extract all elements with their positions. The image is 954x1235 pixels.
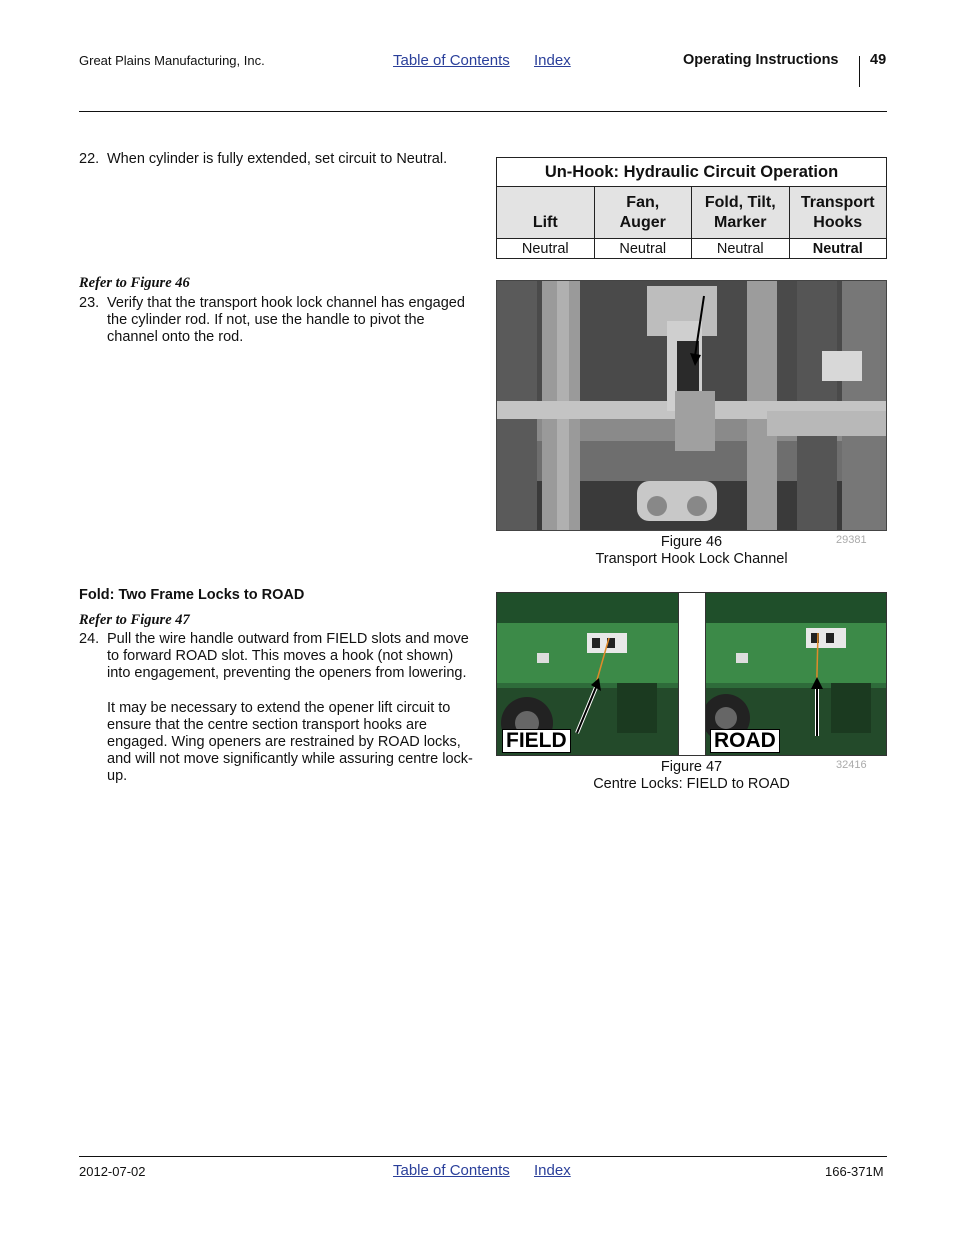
figure-46-caption: Transport Hook Lock Channel [595,551,788,567]
col-fan-auger: Fan, Auger [594,187,692,239]
figure-46-label: Figure 46 [660,534,723,550]
table-cell: Neutral [497,239,595,259]
table-cell: Neutral [789,239,887,259]
step-text-note: It may be necessary to extend the opener lift circuit to ensure that the centre section transport hooks are engaged. Wing openers are restrained by ROAD locks, and will not move significantly while assuring centre lock-up. [107,699,473,785]
figure-47-id: 32416 [836,759,867,771]
footer-doc-number: 166-371M [825,1164,884,1179]
header-divider [859,56,860,87]
step-22 [79,151,474,168]
footer-toc-link[interactable]: Table of Contents [393,1162,510,1179]
field-label: FIELD [502,729,571,753]
footer-index-link[interactable]: Index [534,1162,571,1179]
figure-47-caption: Centre Locks: FIELD to ROAD [593,776,790,792]
col-transport-hooks: Transport Hooks [789,187,887,239]
table-cell: Neutral [692,239,790,259]
section-subheading: Fold: Two Frame Locks to ROAD [79,587,305,603]
step-24 [79,631,474,786]
section-title: Operating Instructions [683,52,839,68]
company-name: Great Plains Manufacturing, Inc. [79,53,265,68]
table-cell: Neutral [594,239,692,259]
road-label: ROAD [710,729,780,753]
step-number: 24. [79,631,100,647]
table-row [497,239,887,259]
header-toc-link[interactable]: Table of Contents [393,52,510,69]
col-lift: Lift [497,187,595,239]
step-23 [79,295,474,347]
figure-47-field-photo [496,592,679,756]
table-header-row [497,187,887,239]
col-fold-tilt-marker: Fold, Tilt, Marker [692,187,790,239]
step-text: Pull the wire handle outward from FIELD slots and move to forward ROAD slot. This moves a hook (not shown) into engagement, preventing the openers from lowering. [107,631,469,682]
footer-rule [79,1156,887,1157]
refer-figure-47: Refer to Figure 47 [79,612,190,628]
figure-46-photo [496,280,887,531]
table-title: Un-Hook: Hydraulic Circuit Operation [497,158,887,187]
header-rule [79,111,887,112]
footer-date: 2012-07-02 [79,1164,146,1179]
figure-47-label: Figure 47 [660,759,723,775]
page-number: 49 [870,52,887,68]
hook-lock-photo [497,281,887,531]
step-number: 23. [79,295,100,311]
step-number: 22. [79,151,100,167]
hydraulic-circuit-table [496,157,887,259]
refer-figure-46: Refer to Figure 46 [79,275,190,291]
figure-46-id: 29381 [836,534,867,546]
figure-47-road-photo [705,592,887,756]
step-text: Verify that the transport hook lock channel has engaged the cylinder rod. If not, use the handle to pivot the channel onto the rod. [107,295,465,346]
step-text: When cylinder is fully extended, set circuit to Neutral. [107,151,448,167]
header-index-link[interactable]: Index [534,52,571,69]
